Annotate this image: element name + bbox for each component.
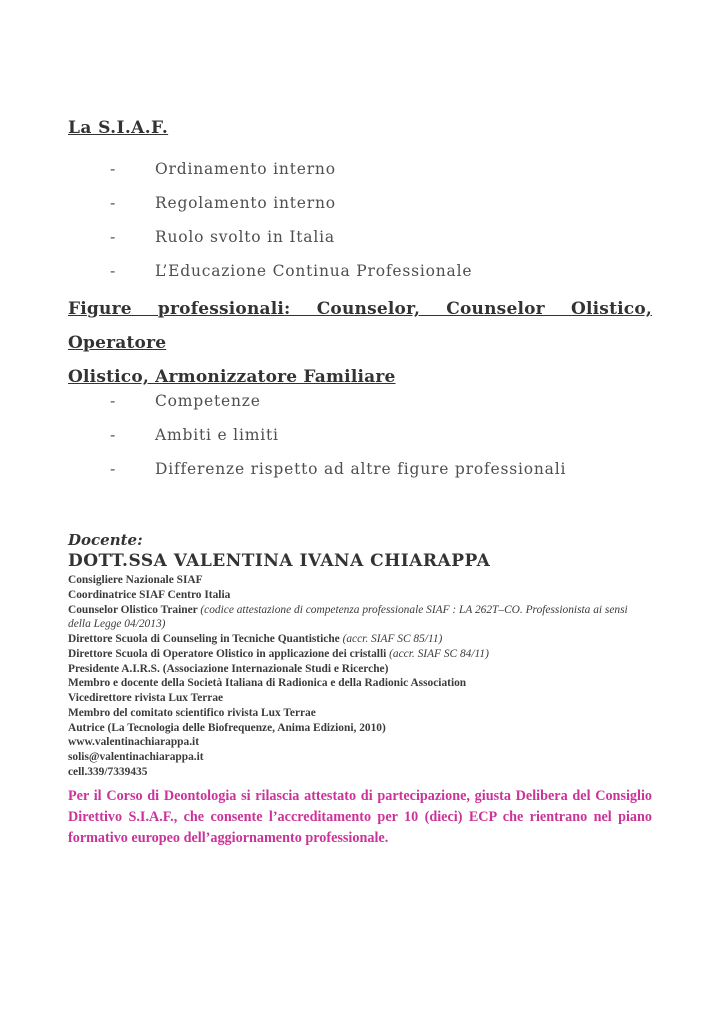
credential-line (68, 603, 652, 633)
dash-marker: - (110, 262, 117, 280)
heading-la-siaf: La S.I.A.F. (68, 118, 169, 138)
credential-line-website (68, 735, 652, 750)
list-item (68, 254, 652, 288)
credential-text: Coordinatrice SIAF Centro Italia (68, 588, 231, 601)
credential-text: solis@valentinachiarappa.it (68, 751, 204, 764)
list-item (68, 220, 652, 254)
credential-text: www.valentinachiarappa.it (68, 736, 200, 749)
credential-line-email (68, 750, 652, 765)
credential-line (68, 706, 652, 721)
credential-italic: (codice attestazione di competenza professionale SIAF : LA 262T–CO. Professionista ai sensi della Legge 04/2013) (68, 603, 628, 631)
credential-text: Direttore Scuola di Operatore Olistico in applicazione dei cristalli (68, 647, 390, 660)
credential-line (68, 588, 652, 603)
list-item-text: Regolamento interno (155, 194, 336, 212)
credential-text: Counselor Olistico Trainer (68, 603, 201, 616)
docente-label: Docente: (68, 531, 143, 549)
dash-marker: - (110, 160, 117, 178)
credential-text: Consigliere Nazionale SIAF (68, 574, 203, 586)
list-item-text: Ambiti e limiti (155, 426, 279, 444)
list-item-text: Ordinamento interno (155, 160, 336, 178)
credential-italic: (accr. SIAF SC 85/11) (342, 633, 443, 646)
credential-line (68, 721, 652, 736)
ecp-notice: Per il Corso di Deontologia si rilascia attestato di partecipazione, giusta Delibera del Consiglio Direttivo S.I.A.F., che consente l’accreditamento per 10 (dieci) ECP che rientrano nel piano formativo europeo dell’aggiornamento professionale. (68, 787, 652, 847)
list-item (68, 418, 652, 452)
docente-name: DOTT.SSA VALENTINA IVANA CHIARAPPA (68, 551, 491, 571)
list-item-text: Differenze rispetto ad altre figure professionali (155, 460, 567, 478)
credential-line (68, 676, 652, 691)
credential-text: Membro e docente della Società Italiana di Radionica e della Radionic Association (68, 677, 467, 690)
list-item (68, 452, 652, 486)
credential-line (68, 691, 652, 706)
dash-marker: - (110, 228, 117, 246)
list-item-text: Competenze (155, 392, 261, 410)
credential-line (68, 573, 652, 588)
dash-marker: - (110, 426, 117, 444)
bullet-list-siaf (68, 152, 652, 288)
dash-marker: - (110, 392, 117, 410)
bullet-list-figure (68, 384, 652, 486)
credential-italic: (accr. SIAF SC 84/11) (389, 647, 489, 660)
list-item-text: Ruolo svolto in Italia (155, 228, 335, 246)
credentials-block (68, 573, 652, 780)
list-item (68, 384, 652, 418)
credential-text: Membro del comitato scientifico rivista Lux Terrae (68, 706, 316, 719)
heading-figure-professionali (68, 292, 652, 394)
heading-line-1: Figure professionali: Counselor, Counselor Olistico, Operatore (68, 299, 652, 353)
credential-line (68, 632, 652, 647)
credential-text: Direttore Scuola di Counseling in Tecniche Quantistiche (68, 633, 343, 646)
dash-marker: - (110, 460, 117, 478)
list-item-text: L’Educazione Continua Professionale (155, 262, 473, 280)
credential-text: Vicedirettore rivista Lux Terrae (68, 692, 224, 705)
credential-line (68, 662, 652, 677)
list-item (68, 152, 652, 186)
heading-line-2: Olistico, Armonizzatore Familiare (68, 367, 396, 387)
dash-marker: - (110, 194, 117, 212)
credential-text: Autrice (La Tecnologia delle Biofrequenze, Anima Edizioni, 2010) (68, 721, 386, 734)
credential-line-phone (68, 765, 652, 780)
credential-text: Presidente A.I.R.S. (Associazione Internazionale Studi e Ricerche) (68, 662, 389, 675)
credential-text: cell.339/7339435 (68, 765, 148, 778)
list-item (68, 186, 652, 220)
credential-line (68, 647, 652, 662)
